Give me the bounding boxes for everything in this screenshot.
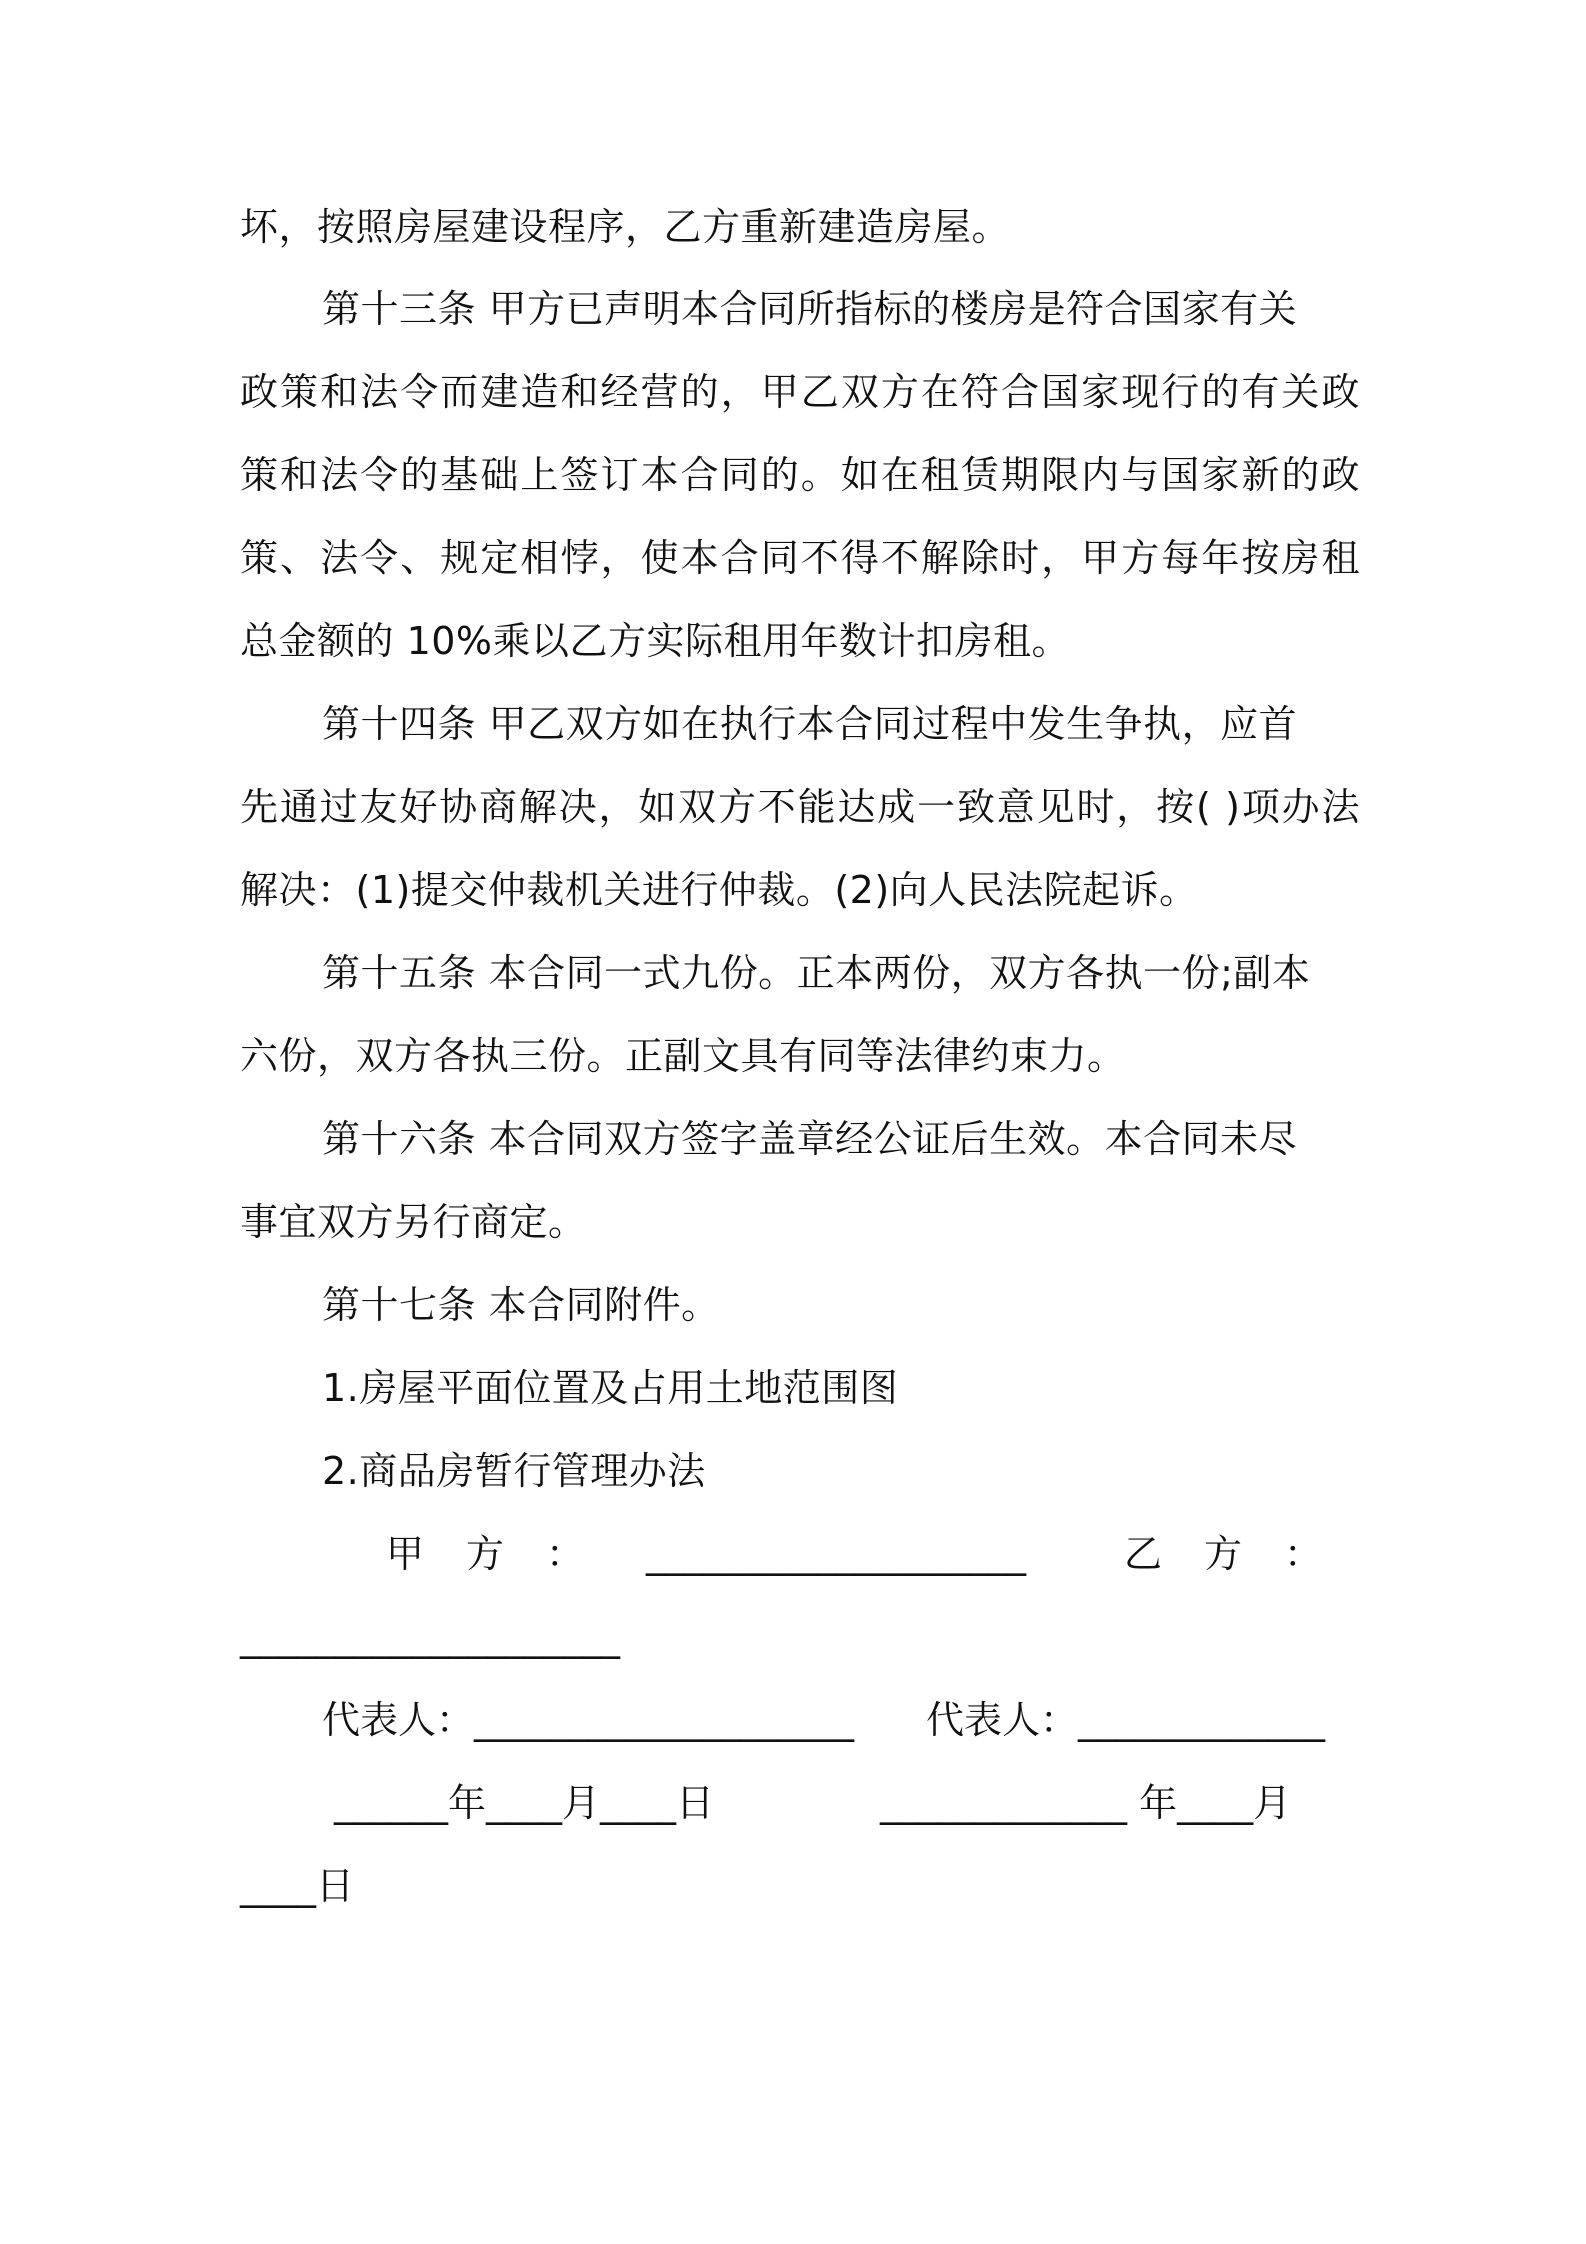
party-b-date: _____________ 年____月: [880, 1781, 1292, 1825]
text-line: 先通过友好协商解决，如双方不能达成一致意见时，按( )项办法: [240, 785, 1360, 829]
attachment-item-1: 1.房屋平面位置及占用土地范围图: [322, 1366, 899, 1410]
text-line: 政策和法令而建造和经营的，甲乙双方在符合国家现行的有关政: [240, 370, 1360, 414]
party-b-date-day: ____日: [240, 1864, 355, 1908]
article-17-heading: 第十七条 本合同附件。: [322, 1283, 720, 1327]
party-a-label: 甲方：: [386, 1532, 627, 1576]
article-13-heading: 第十三条 甲方已声明本合同所指标的楼房是符合国家有关: [322, 287, 1298, 331]
text-line: 策和法令的基础上签订本合同的。如在租赁期限内与国家新的政: [240, 453, 1360, 497]
article-16-heading: 第十六条 本合同双方签字盖章经公证后生效。本合同未尽: [322, 1117, 1298, 1161]
text-line: 解决：(1)提交仲裁机关进行仲裁。(2)向人民法院起诉。: [240, 868, 1198, 912]
text-line: 总金额的 10%乘以乙方实际租用年数计扣房租。: [240, 619, 1071, 663]
text-line: 坏，按照房屋建设程序，乙方重新建造房屋。: [240, 205, 1011, 249]
party-b-representative: 代表人：_____________: [926, 1698, 1326, 1742]
party-a-blank: ____________________: [646, 1532, 1026, 1576]
article-14-heading: 第十四条 甲乙双方如在执行本合同过程中发生争执，应首: [322, 702, 1298, 746]
text-line: 六份，双方各执三份。正副文具有同等法律约束力。: [240, 1034, 1126, 1078]
party-b-blank: ____________________: [240, 1615, 620, 1659]
text-line: 事宜双方另行商定。: [240, 1200, 587, 1244]
text-line: 策、法令、规定相悖，使本合同不得不解除时，甲方每年按房租: [240, 536, 1360, 580]
party-b-label: 乙方：: [1124, 1532, 1365, 1576]
party-a-date: ______年____月____日: [334, 1781, 715, 1825]
article-15-heading: 第十五条 本合同一式九份。正本两份，双方各执一份;副本: [322, 951, 1311, 995]
party-a-representative: 代表人：____________________: [322, 1698, 855, 1742]
attachment-item-2: 2.商品房暂行管理办法: [322, 1449, 706, 1493]
